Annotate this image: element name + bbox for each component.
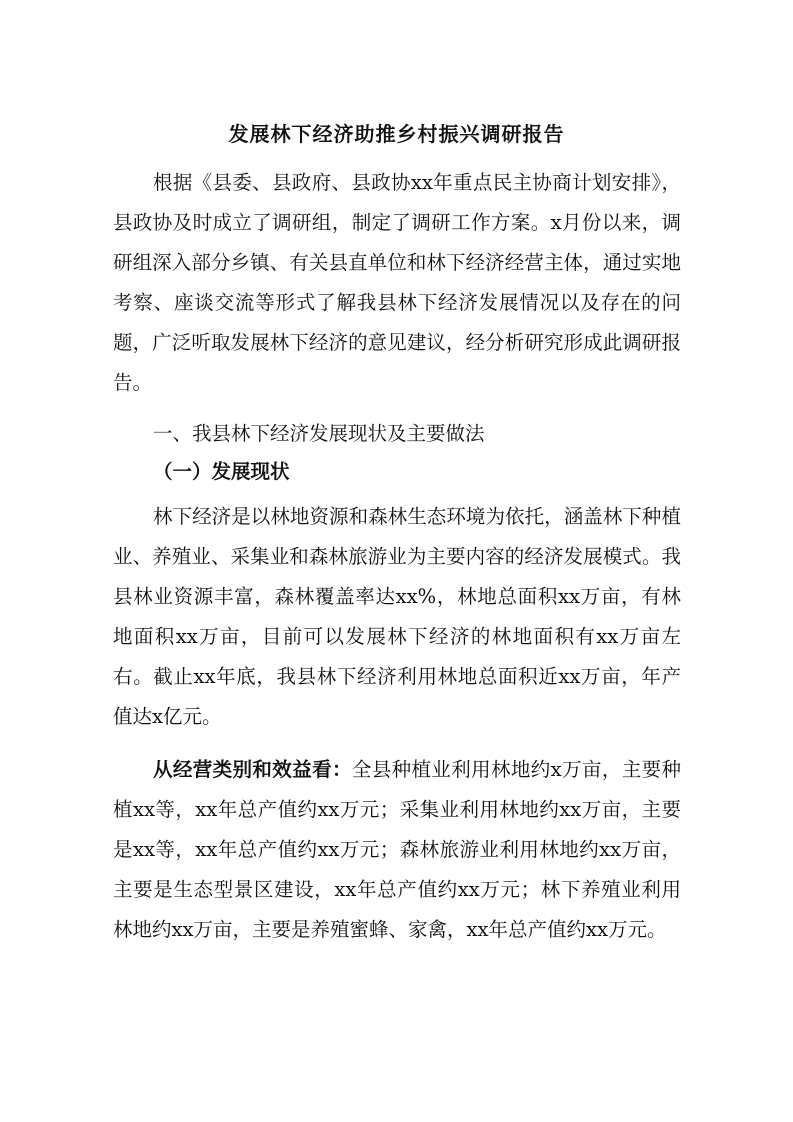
status-paragraph: 林下经济是以林地资源和森林生态环境为依托，涵盖林下种植业、养殖业、采集业和森林旅游业为主要内容的经济发展模式。我县林业资源丰富，森林覆盖率达xx%，林地总面积xx万亩，有林地面积xx万亩，目前可以发展林下经济的林地面积有xx万亩左右。截止xx年底，我县林下经济利用林地总面积近xx万亩，年产值达x亿元。 xyxy=(113,505,681,728)
subsection-heading: （一）发展现状 xyxy=(153,460,290,483)
document-title: 发展林下经济助推乡村振兴调研报告 xyxy=(228,122,565,146)
intro-paragraph: 根据《县委、县政府、县政协xx年重点民主协商计划安排》，县政协及时成立了调研组，制定了调研工作方案。x月份以来，调研组深入部分乡镇、有关县直单位和林下经济经营主体，通过实地考察、座谈交流等形式了解我县林下经济发展情况以及存在的问题，广泛听取发展林下经济的意见建议，经分析研究形成此调研报告。 xyxy=(113,171,681,394)
category-paragraph-body: 全县种植业利用林地约x万亩，主要种植xx等，xx年总产值约xx万元；采集业利用林地约xx万亩，主要是xx等，xx年总产值约xx万元；森林旅游业利用林地约xx万亩，主要是生态型景区建设，xx年总产值约xx万元；林下养殖业利用林地约xx万亩，主要是养殖蜜蜂、家禽，xx年总产值约xx万元。 xyxy=(113,758,681,941)
category-paragraph xyxy=(113,750,681,950)
section-heading: 一、我县林下经济发展现状及主要做法 xyxy=(153,422,485,445)
category-paragraph-lead: 从经营类别和效益看： xyxy=(153,758,352,781)
